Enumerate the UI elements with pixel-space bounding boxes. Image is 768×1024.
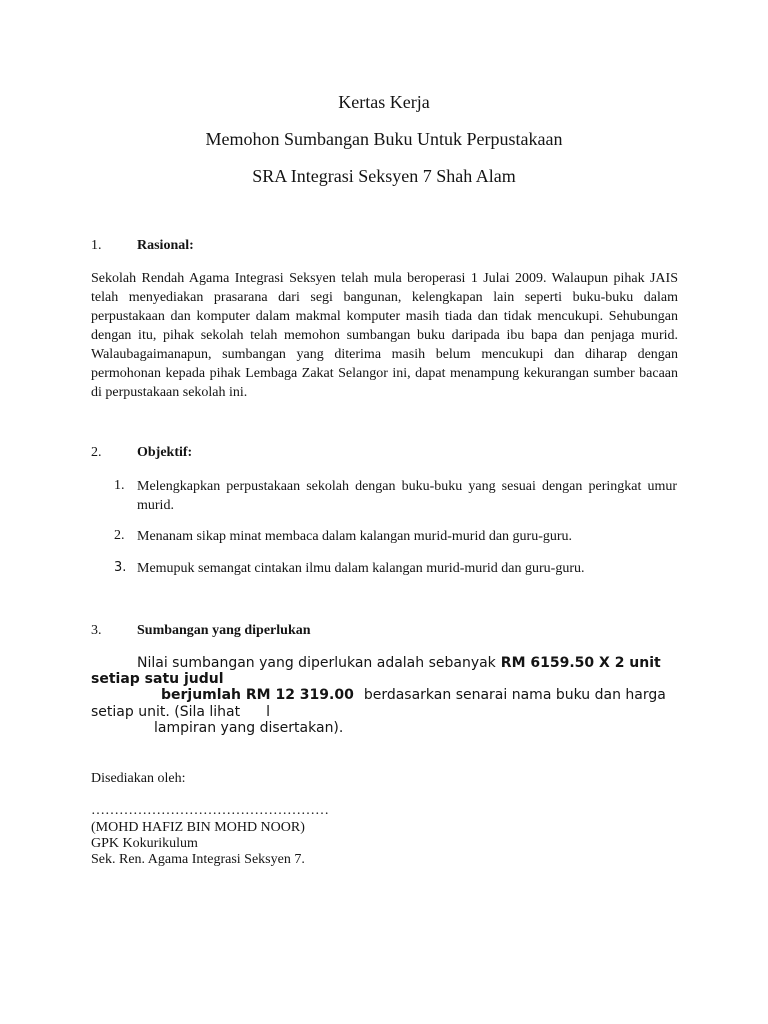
- section-1-paragraph: [91, 269, 678, 402]
- signature-line: ……………………………………………: [91, 803, 329, 818]
- contribution-text: Nilai sumbangan yang diperlukan adalah sebanyak: [137, 655, 496, 671]
- contribution-line-4: [91, 704, 270, 720]
- paragraph-line: permohonan kepada pihak Lembaga Zakat Selangor ini, dapat menampung kekurangan sumber bacaan: [91, 366, 678, 381]
- contribution-line-2: setiap satu judul: [91, 671, 224, 687]
- paragraph-line: di perpustakaan sekolah ini.: [91, 385, 248, 400]
- objective-2-number: 2.: [114, 528, 125, 543]
- contribution-line-3: [161, 687, 666, 703]
- objective-2-line: Menanam sikap minat membaca dalam kalangan murid-murid dan guru-guru.: [137, 529, 573, 544]
- section-3-heading: Sumbangan yang diperlukan: [137, 623, 311, 638]
- prepared-by-label: Disediakan oleh:: [91, 771, 186, 786]
- section-2-number: 2.: [91, 445, 102, 460]
- paragraph-line: Walaubagaimanapun, sumbangan yang diterima masih belum mencukupi dan diharap dengan: [91, 347, 678, 362]
- contribution-text: berdasarkan senarai nama buku dan harga: [363, 687, 666, 703]
- signatory-name: (MOHD HAFIZ BIN MOHD NOOR): [91, 820, 305, 835]
- objective-1-number: 1.: [114, 478, 125, 493]
- contribution-stray-char: l: [266, 704, 270, 720]
- section-2-heading: Objektif:: [137, 445, 193, 460]
- objective-3-number: 3.: [114, 560, 127, 575]
- school-name-title: SRA Integrasi Seksyen 7 Shah Alam: [252, 166, 516, 186]
- document-subtitle: Memohon Sumbangan Buku Untuk Perpustakaan: [205, 129, 563, 149]
- contribution-line-1: [137, 655, 661, 671]
- objective-1-line: Melengkapkan perpustakaan sekolah dengan buku-buku yang sesuai dengan peringkat umur: [137, 479, 677, 494]
- paragraph-line: perpustakaan dan komputer dalam makmal komputer masih tiada dan tidak mencukupi. Sehubungan: [91, 309, 678, 324]
- section-3-number: 3.: [91, 623, 102, 638]
- document-title: Kertas Kerja: [338, 92, 430, 112]
- section-1-heading: Rasional:: [137, 238, 194, 253]
- objective-3-line: Memupuk semangat cintakan ilmu dalam kalangan murid-murid dan guru-guru.: [137, 561, 585, 576]
- contribution-line-5: lampiran yang disertakan).: [154, 720, 344, 736]
- paragraph-line: Sekolah Rendah Agama Integrasi Seksyen telah mula beroperasi 1 Julai 2009. Walaupun pihak JAIS: [91, 271, 678, 286]
- contribution-amount: RM 6159.50 X 2 unit: [500, 655, 661, 671]
- paragraph-line: dengan itu, pihak sekolah telah memohon sumbangan buku daripada ibu bapa dan penjaga murid.: [91, 328, 678, 343]
- signatory-position: GPK Kokurikulum: [91, 836, 198, 851]
- paragraph-line: telah menyediakan prasarana dari segi bangunan, kelengkapan lain seperti buku-buku dalam: [91, 290, 678, 305]
- section-1-number: 1.: [91, 238, 102, 253]
- signatory-school: Sek. Ren. Agama Integrasi Seksyen 7.: [91, 852, 305, 867]
- objective-1-line: murid.: [137, 498, 174, 513]
- contribution-text: setiap unit. (Sila lihat: [91, 704, 241, 720]
- contribution-total: berjumlah RM 12 319.00: [161, 687, 354, 703]
